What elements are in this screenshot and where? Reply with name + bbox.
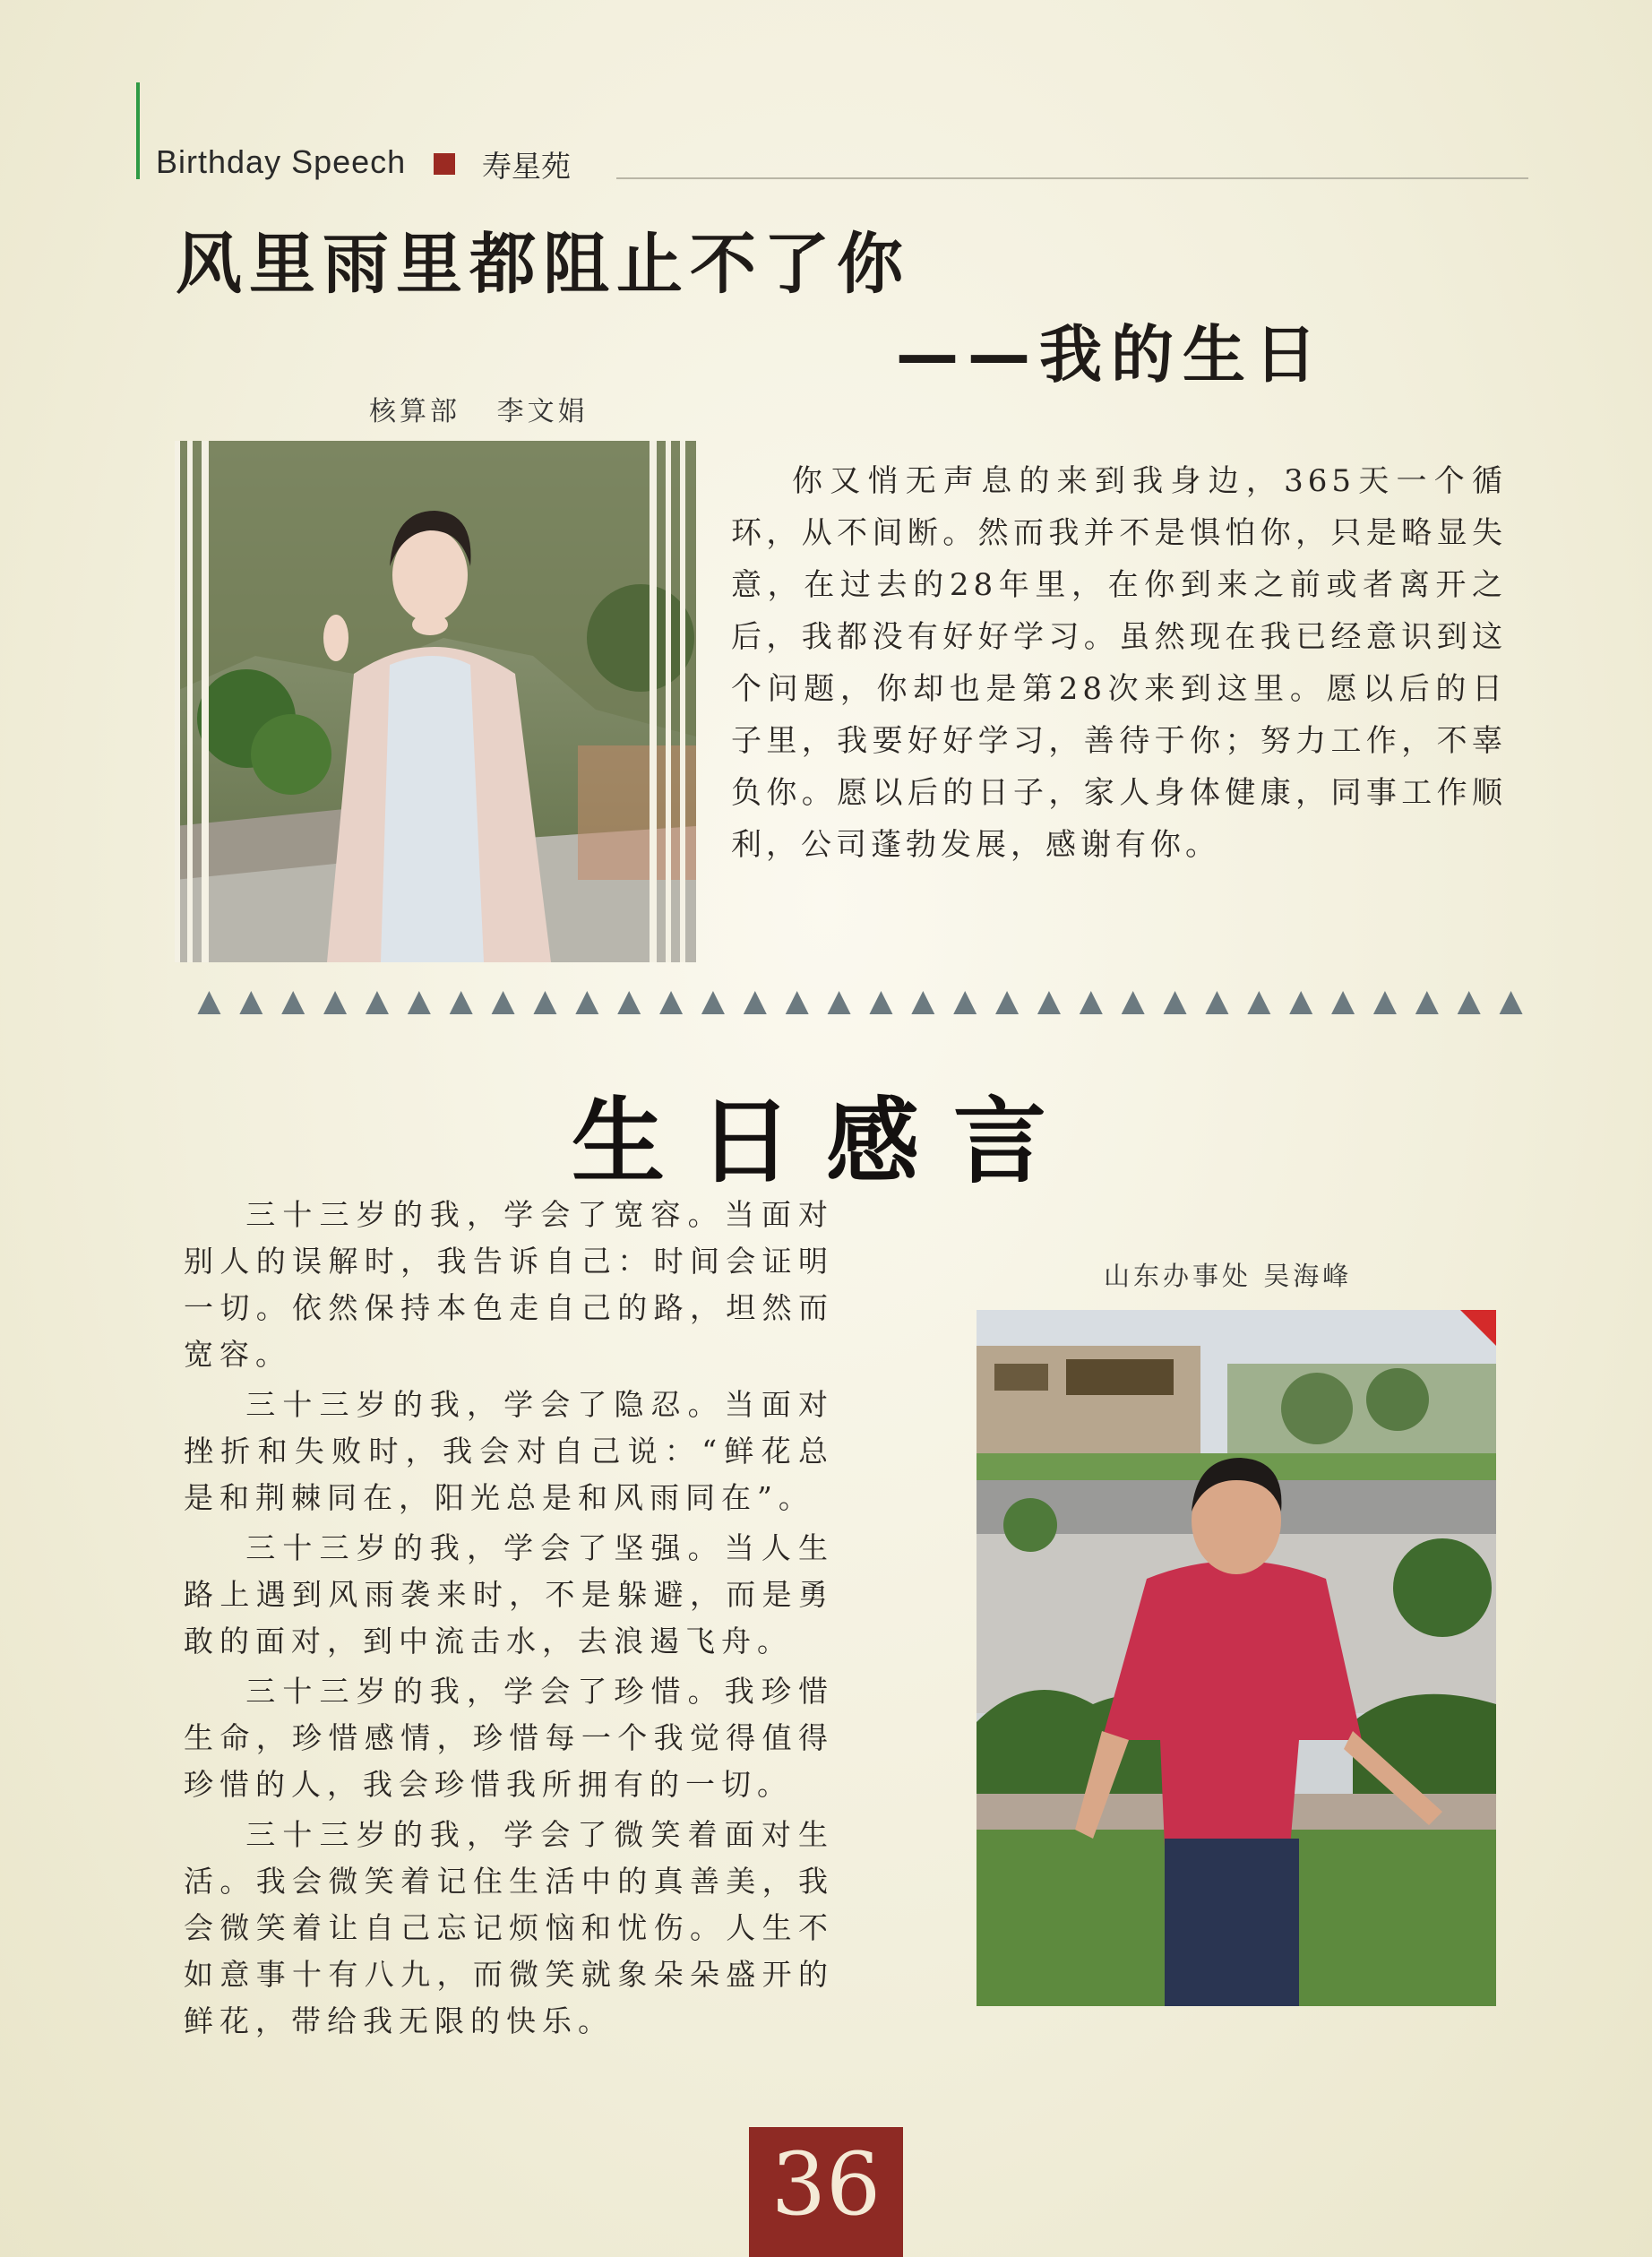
divider-triangle	[1247, 991, 1270, 1014]
page-number: 36	[770, 2134, 882, 2235]
divider-triangle	[659, 991, 683, 1014]
divider-triangle	[533, 991, 556, 1014]
divider-triangle	[1122, 991, 1145, 1014]
divider-triangle	[1500, 991, 1523, 1014]
article2-paragraph: 三十三岁的我，学会了微笑着面对生活。我会微笑着记住生活中的真善美，我会微笑着让自己忘记烦恼和忧伤。人生不如意事十有八九，而微笑就象朵朵盛开的鲜花，带给我无限的快乐。	[184, 1817, 834, 2038]
divider-triangle	[1458, 991, 1481, 1014]
divider-triangle	[701, 991, 725, 1014]
article1-body: 你又悄无声息的来到我身边，365天一个循环，从不间断。然而我并不是惧怕你，只是略显失意，在过去的28年里，在你到来之前或者离开之后，我都没有好好学习。虽然现在我已经意识到这个问题，你却也是第28次来到这里。愿以后的日子里，我要好好学习，善待于你；努力工作，不辜负你。愿以后的日子，家人身体健康，同事工作顺利，公司蓬勃发展，感谢有你。	[731, 463, 1507, 863]
divider-triangle	[197, 991, 220, 1014]
article2-body	[184, 1192, 834, 2048]
divider-triangle	[828, 991, 851, 1014]
article1-photo	[175, 441, 696, 962]
section-label-en: Birthday Speech	[156, 143, 407, 180]
header-accent-bar	[136, 82, 140, 179]
article2-title: 生日感言	[571, 1086, 1080, 1196]
article2-paragraph: 三十三岁的我，学会了宽容。当面对别人的误解时，我告诉自己：时间会证明一切。依然保持本色走自己的路，坦然而宽容。	[184, 1197, 834, 1372]
divider-triangle	[744, 991, 767, 1014]
divider-triangle	[1205, 991, 1228, 1014]
divider-triangle	[995, 991, 1019, 1014]
divider-triangle	[911, 991, 934, 1014]
divider-triangle	[239, 991, 262, 1014]
article2-paragraph: 三十三岁的我，学会了隐忍。当面对挫折和失败时，我会对自己说：“鲜花总是和荆棘同在，阳光总是和风雨同在”。	[184, 1387, 834, 1515]
section-marker-square	[434, 153, 455, 175]
article1-subtitle: ——我的生日	[896, 318, 1326, 392]
article1-title: 风里雨里都阻止不了你	[176, 226, 910, 303]
triangle-divider	[188, 987, 1532, 1018]
divider-triangle	[617, 991, 641, 1014]
divider-triangle	[492, 991, 515, 1014]
divider-triangle	[869, 991, 892, 1014]
article2-author: 山东办事处 吴海峰	[1104, 1261, 1353, 1291]
divider-triangle	[575, 991, 598, 1014]
divider-triangle	[1331, 991, 1355, 1014]
article2-paragraph: 三十三岁的我，学会了珍惜。我珍惜生命，珍惜感情，珍惜每一个我觉得值得珍惜的人，我会珍惜我所拥有的一切。	[184, 1674, 834, 1802]
divider-triangle	[1080, 991, 1103, 1014]
divider-triangle	[1373, 991, 1397, 1014]
divider-triangle	[281, 991, 305, 1014]
divider-triangle	[953, 991, 977, 1014]
article1-author: 核算部 李文娟	[369, 396, 589, 427]
divider-triangle	[1415, 991, 1439, 1014]
divider-triangle	[1289, 991, 1312, 1014]
divider-triangle	[366, 991, 389, 1014]
section-label-cn: 寿星苑	[482, 149, 571, 184]
divider-triangle	[408, 991, 431, 1014]
divider-triangle	[786, 991, 809, 1014]
divider-triangle	[1037, 991, 1061, 1014]
header-rule	[616, 177, 1528, 179]
divider-triangle	[450, 991, 473, 1014]
divider-triangle	[323, 991, 347, 1014]
article2-paragraph: 三十三岁的我，学会了坚强。当人生路上遇到风雨袭来时，不是躲避，而是勇敢的面对，到中流击水，去浪遏飞舟。	[184, 1530, 834, 1658]
divider-triangle	[1164, 991, 1187, 1014]
article2-photo	[977, 1310, 1496, 2006]
